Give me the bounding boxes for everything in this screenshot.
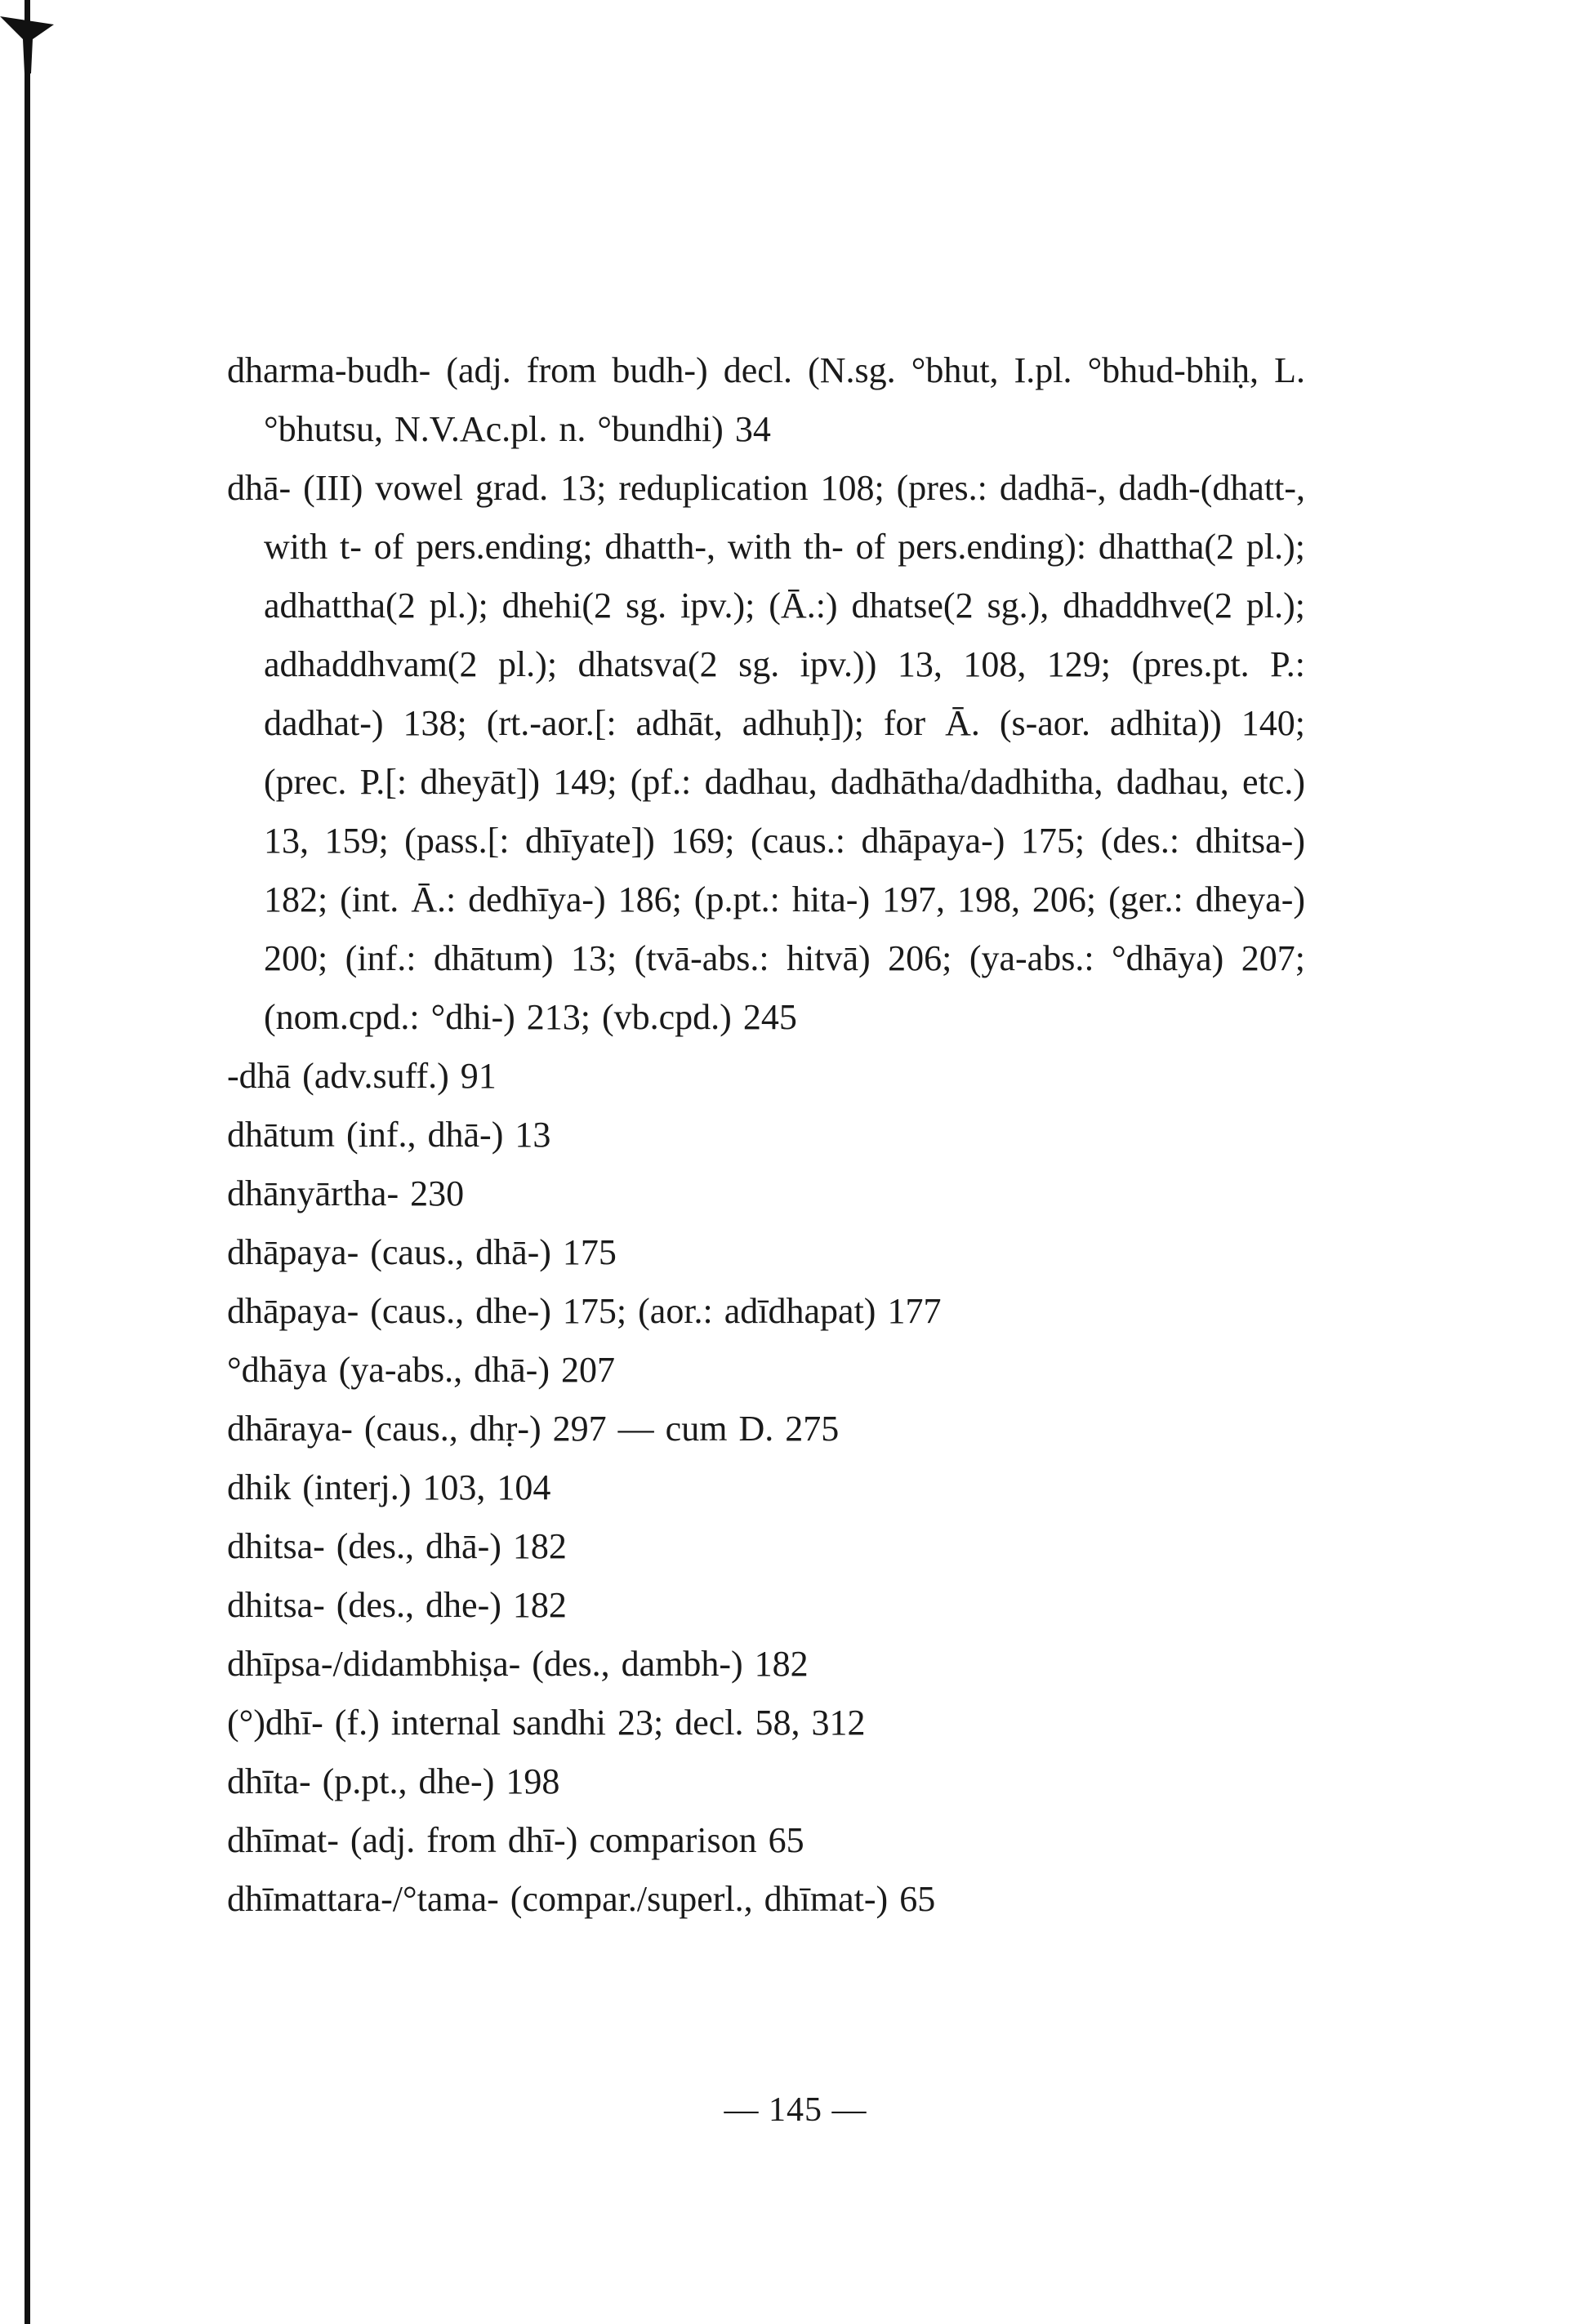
index-column — [227, 341, 1305, 1929]
index-entry: dhīta- (p.pt., dhe-) 198 — [227, 1761, 560, 1801]
binding-corner-mark — [0, 0, 57, 73]
index-entry: dhāraya- (caus., dhṛ-) 297 — cum D. 275 — [227, 1409, 840, 1449]
index-entry: dhātum (inf., dhā-) 13 — [227, 1115, 551, 1155]
index-entry: dhāpaya- (caus., dhe-) 175; (aor.: adīdhapat) 177 — [227, 1291, 942, 1331]
index-entry: dhik (interj.) 103, 104 — [227, 1467, 551, 1507]
index-entry: dhīmattara-/°tama- (compar./superl., dhīmat-) 65 — [227, 1879, 936, 1919]
index-entry: dhā- (III) vowel grad. 13; reduplication 108; (pres.: dadhā-, dadh-(dhatt-, with t- of pers.ending; dhatth-, with th- of pers.ending): dhattha(2 pl.); adhattha(2 pl.); dhehi(2 sg. ipv.); (Ā.:) dhatse(2 sg.), dhaddhve(2 pl.); adhaddhvam(2 pl.); dhatsva(2 sg. ipv.)) 13, 108, 129; (pres.pt. P.: dadhat-) 138; (rt.-aor.[: adhāt, adhuḥ]); for Ā. (s-aor. adhita)) 140; (prec. P.[: dheyāt]) 149; (pf.: dadhau, dadhātha/dadhitha, dadhau, etc.) 13, 159; (pass.[: dhīyate]) 169; (caus.: dhāpaya-) 175; (des.: dhitsa-) 182; (int. Ā.: dedhīya-) 186; (p.pt.: hita-) 197, 198, 206; (ger.: dheya-) 200; (inf.: dhātum) 13; (tvā-abs.: hitvā) 206; (ya-abs.: °dhāya) 207; (nom.cpd.: °dhi-) 213; (vb.cpd.) 245 — [227, 468, 1305, 1037]
index-entry: dhānyārtha- 230 — [227, 1173, 465, 1213]
binding-rule — [25, 0, 30, 2324]
page-number: — 145 — — [724, 2091, 867, 2129]
index-entry: (°)dhī- (f.) internal sandhi 23; decl. 58, 312 — [227, 1703, 866, 1743]
index-entry: -dhā (adv.suff.) 91 — [227, 1056, 497, 1096]
index-entry: dhīpsa-/didambhiṣa- (des., dambh-) 182 — [227, 1644, 809, 1684]
index-entry: dhīmat- (adj. from dhī-) comparison 65 — [227, 1820, 804, 1860]
index-entry: dhitsa- (des., dhā-) 182 — [227, 1526, 567, 1566]
index-entry: dhitsa- (des., dhe-) 182 — [227, 1585, 567, 1625]
index-entry: °dhāya (ya-abs., dhā-) 207 — [227, 1350, 615, 1390]
index-entry: dhāpaya- (caus., dhā-) 175 — [227, 1232, 617, 1272]
index-entry: dharma-budh- (adj. from budh-) decl. (N.sg. °bhut, I.pl. °bhud-bhiḥ, L. °bhutsu, N.V.Ac.pl. n. °bundhi) 34 — [227, 350, 1305, 449]
